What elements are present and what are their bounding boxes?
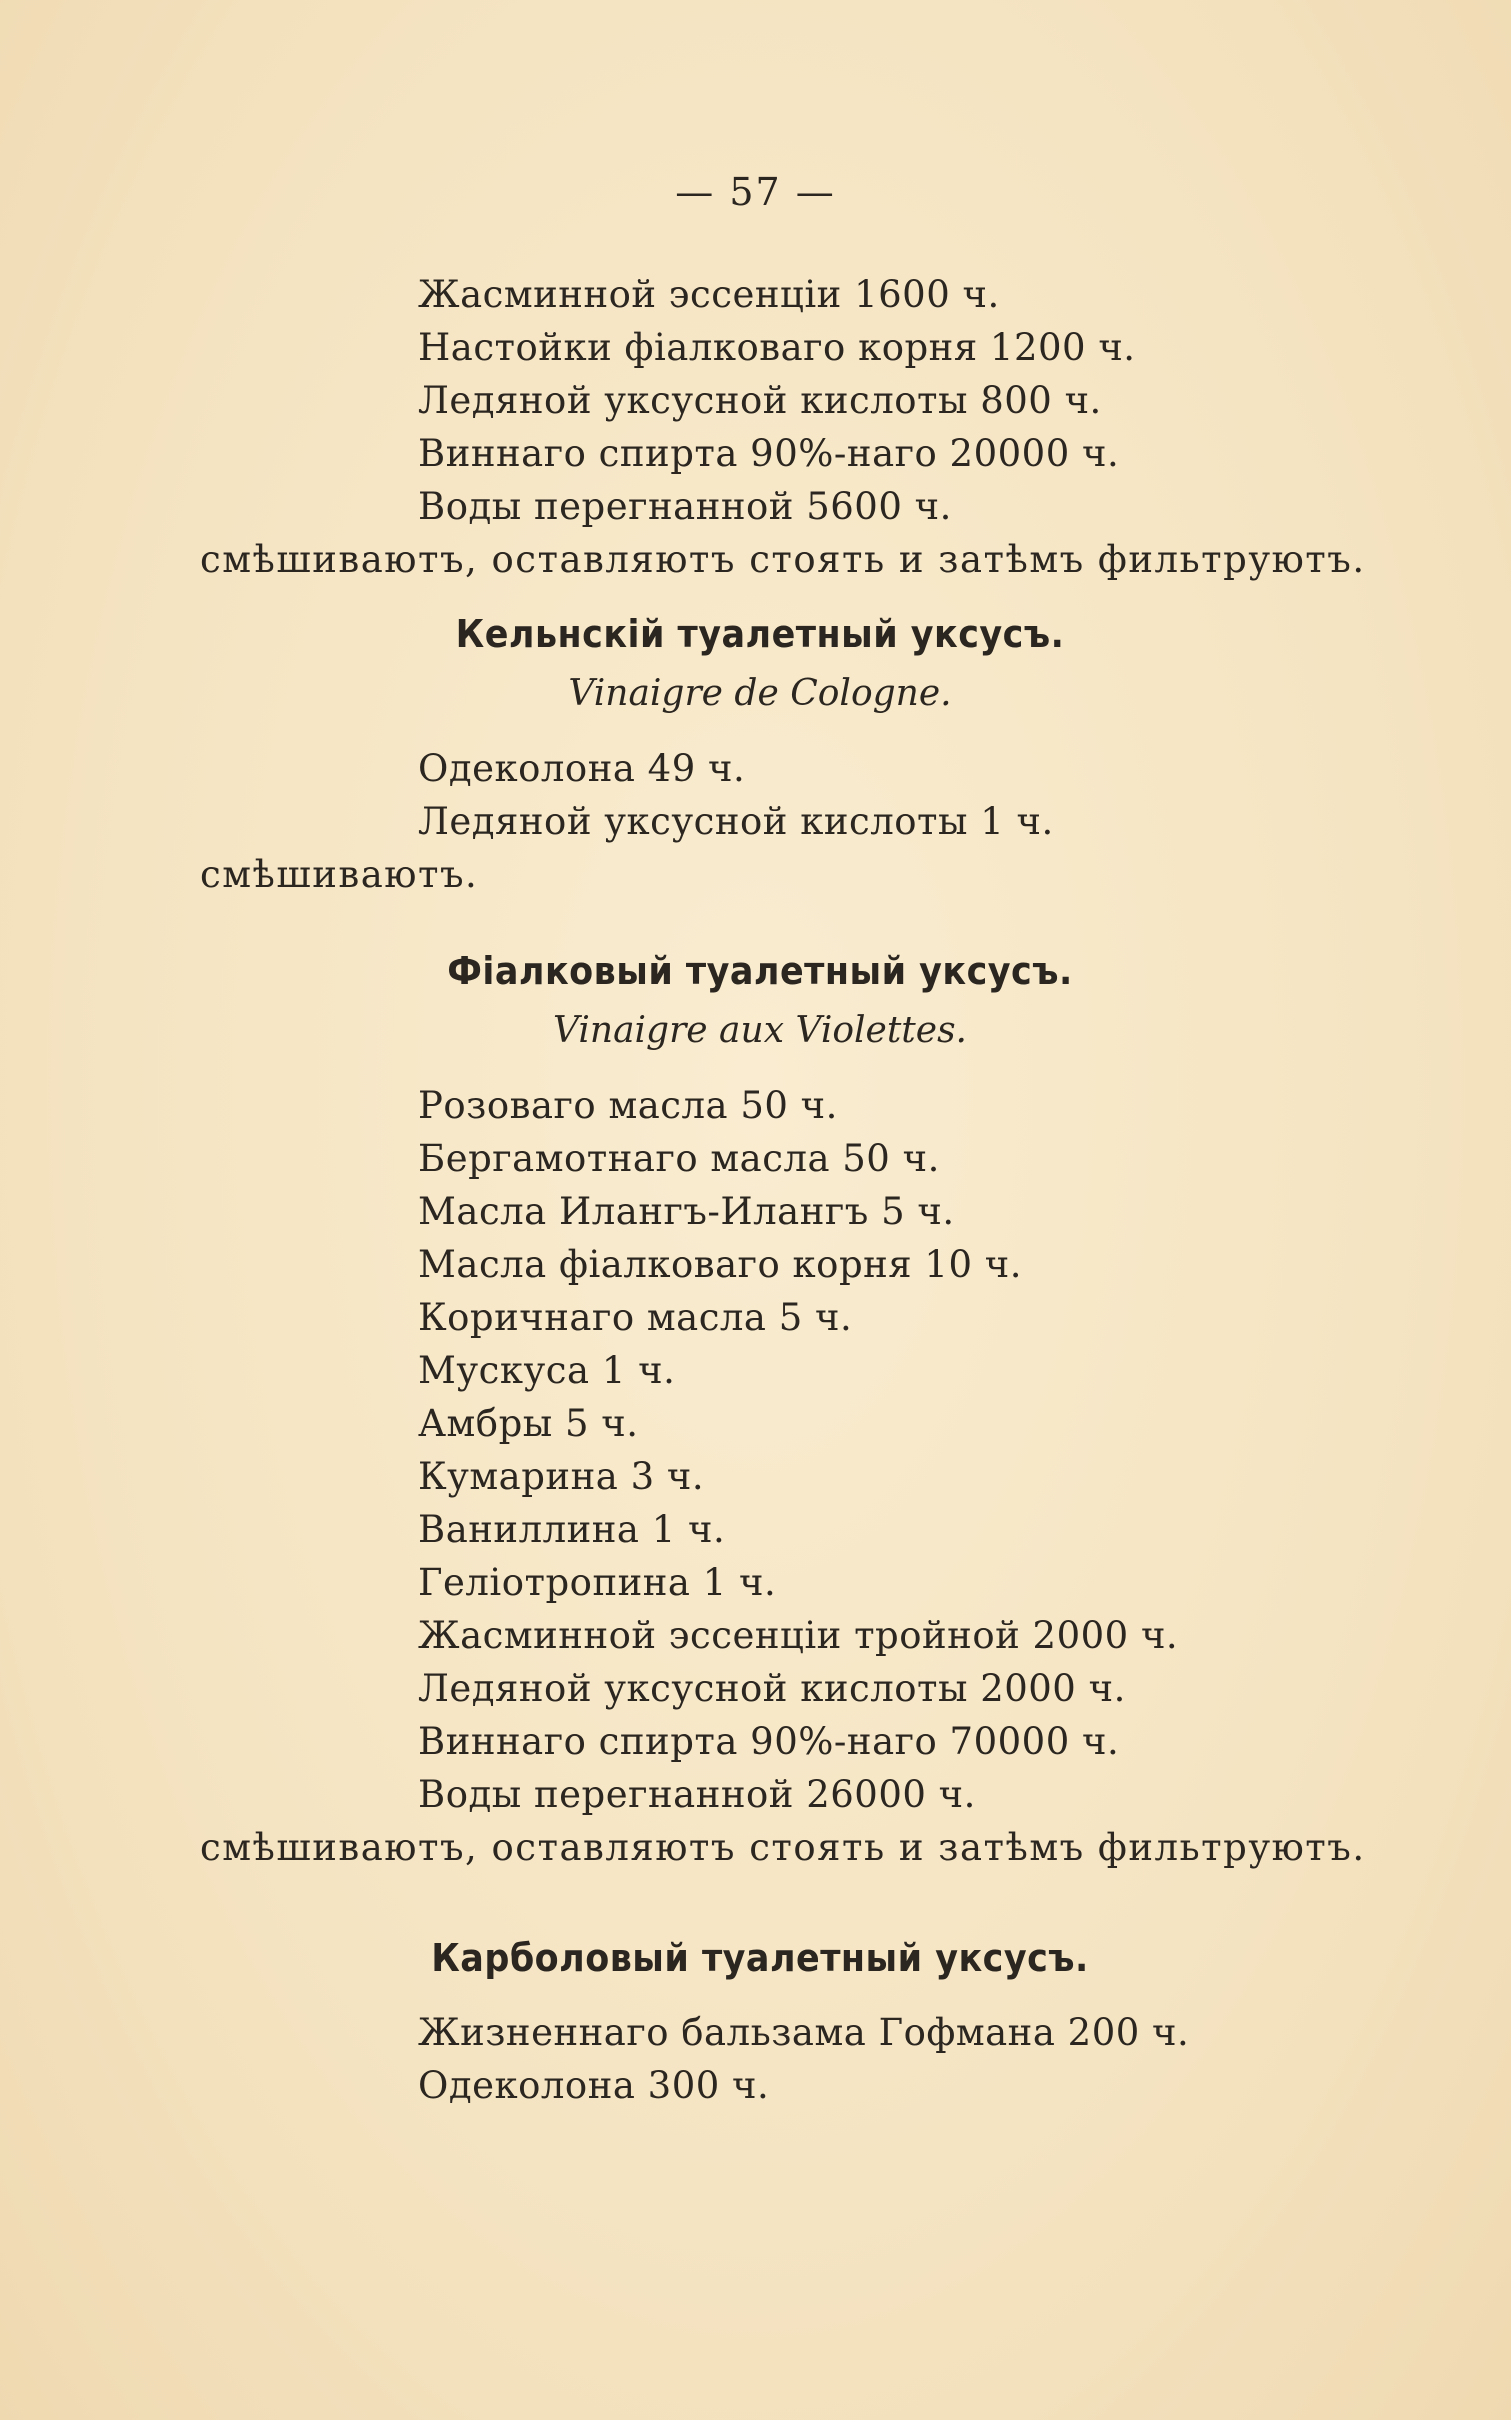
ingredient-line: Масла Илангъ-Илангъ 5 ч. bbox=[418, 1190, 955, 1233]
recipe-instruction: смѣшиваютъ, оставляютъ стоять и затѣмъ фильтруютъ. bbox=[200, 1826, 1366, 1869]
ingredient-line: Геліотропина 1 ч. bbox=[418, 1561, 777, 1604]
recipe-title: Карболовый туалетный уксусъ. bbox=[431, 1936, 1089, 1980]
ingredient-line: Амбры 5 ч. bbox=[418, 1402, 639, 1445]
ingredient-line: Настойки фіалковаго корня 1200 ч. bbox=[418, 326, 1136, 369]
ingredient-line: Мускуса 1 ч. bbox=[418, 1349, 676, 1392]
ingredient-line: Бергамотнаго масла 50 ч. bbox=[418, 1137, 940, 1180]
ingredient-line: Воды перегнанной 5600 ч. bbox=[418, 485, 952, 528]
recipe-subtitle: Vinaigre aux Violettes. bbox=[553, 1010, 967, 1051]
recipe-cologne-vinegar bbox=[200, 604, 1320, 901]
page-number: — 57 — bbox=[675, 170, 836, 214]
ingredient-line: Жасминной эссенціи тройной 2000 ч. bbox=[418, 1614, 1179, 1657]
ingredient-line: Одеколона 49 ч. bbox=[418, 747, 746, 790]
ingredient-line: Одеколона 300 ч. bbox=[418, 2064, 770, 2107]
ingredient-line: Жизненнаго бальзама Гофмана 200 ч. bbox=[418, 2011, 1190, 2054]
recipe-instruction: смѣшиваютъ. bbox=[200, 853, 479, 896]
ingredient-line: Кумарина 3 ч. bbox=[418, 1455, 705, 1498]
ingredient-line: Ледяной уксусной кислоты 2000 ч. bbox=[418, 1667, 1126, 1710]
ingredient-line: Розоваго масла 50 ч. bbox=[418, 1084, 838, 1127]
ingredient-line: Жасминной эссенціи 1600 ч. bbox=[418, 273, 1000, 316]
recipe-continued bbox=[200, 268, 1366, 586]
ingredient-line: Виннаго спирта 90%-наго 70000 ч. bbox=[418, 1720, 1120, 1763]
ingredient-line: Воды перегнанной 26000 ч. bbox=[418, 1773, 976, 1816]
ingredient-line: Ледяной уксусной кислоты 800 ч. bbox=[418, 379, 1102, 422]
ingredient-line: Ледяной уксусной кислоты 1 ч. bbox=[418, 800, 1054, 843]
page-content bbox=[200, 268, 1366, 2112]
ingredient-line: Виннаго спирта 90%-наго 20000 ч. bbox=[418, 432, 1120, 475]
recipe-violet-vinegar bbox=[200, 941, 1366, 1874]
recipe-title: Кельнскій туалетный уксусъ. bbox=[455, 612, 1065, 656]
ingredient-line: Ваниллина 1 ч. bbox=[418, 1508, 726, 1551]
recipe-instruction: смѣшиваютъ, оставляютъ стоять и затѣмъ фильтруютъ. bbox=[200, 538, 1366, 581]
recipe-subtitle: Vinaigre de Cologne. bbox=[568, 673, 952, 714]
recipe-title: Фіалковый туалетный уксусъ. bbox=[447, 949, 1073, 993]
ingredient-line: Коричнаго масла 5 ч. bbox=[418, 1296, 853, 1339]
ingredient-line: Масла фіалковаго корня 10 ч. bbox=[418, 1243, 1022, 1286]
recipe-carbolic-vinegar bbox=[200, 1928, 1320, 2112]
